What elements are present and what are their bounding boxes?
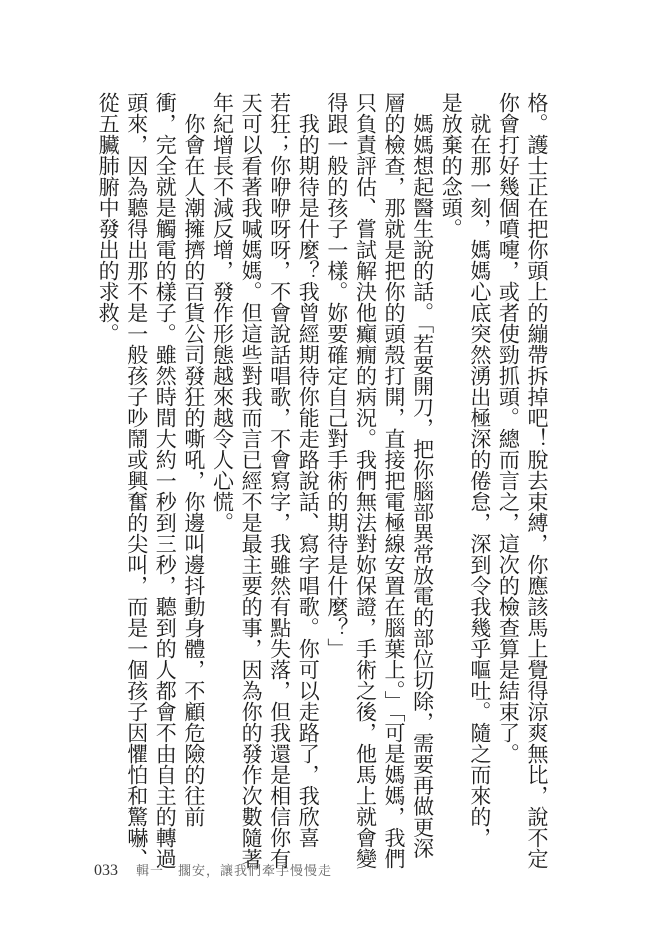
text-column: 天可以看著我喊媽媽。但這些對我而言已經不是最主要的事，因為你的發作次數隨著 [239,92,264,869]
page-number: 033 [94,862,118,879]
text-column: 你會打好幾個噴嚏，或者使勁抓頭。總而言之，這次的檢查算是結束了。 [496,92,521,764]
text-column: 就在那一刻，媽媽心底突然湧出極深的倦怠，深到令我幾乎嘔吐。隨之而來的， [467,92,492,848]
text-column: 衝，完全就是觸電的樣子。雖然時間大約一秒到三秒，聽到的人都會不由自主的轉過 [153,92,178,869]
text-column: 我的期待是什麼？我曾經期待你能走路說話、寫字唱歌。你可以走路了，我欣喜 [296,92,321,848]
text-column: 你會在人潮擁擠的百貨公司發狂的嘶吼，你邊叫邊抖動身體，不顧危險的往前 [181,92,206,827]
text-column: 格。護士正在把你頭上的繃帶拆掉吧！脫去束縛，你應該馬上覺得涼爽無比，說不定 [525,92,549,869]
text-column: 只負責評估、嘗試解決他癲癇的病況。我們無法對妳保證，手術之後，他馬上就會變 [353,92,378,869]
text-column: 媽媽想起醫生說的話。「若要開刀，把你腦部異常放電的部位切除，需要再做更深 [410,92,435,859]
text-column: 層的檢查，那就是把你的頭殼打開，直接把電極線安置在腦葉上。」「可是媽媽，我們 [382,92,407,869]
text-column: 得跟一般的孩子一樣。妳要確定自己對手術的期待是什麼？」 [324,92,349,659]
text-column: 若狂；你咿咿呀呀，不會說話唱歌，不會寫字，我雖然有點失落，但我還是相信你有 [267,92,292,869]
page-footer [94,860,332,880]
text-column: 頭來，因為聽得出那不是一般孩子吵鬧或興奮的尖叫，而是一個孩子因懼怕和驚嚇、 [124,92,149,869]
running-title: 輯一 擱安，讓我們牽手慢慢走 [136,863,333,878]
text-column: 從五臟肺腑中發出的求救。 [96,92,121,344]
text-column: 年紀增長不減反增，發作形態越來越令人心慌。 [210,92,235,533]
text-column: 是放棄的念頭。 [439,92,464,239]
body-text [94,92,552,869]
